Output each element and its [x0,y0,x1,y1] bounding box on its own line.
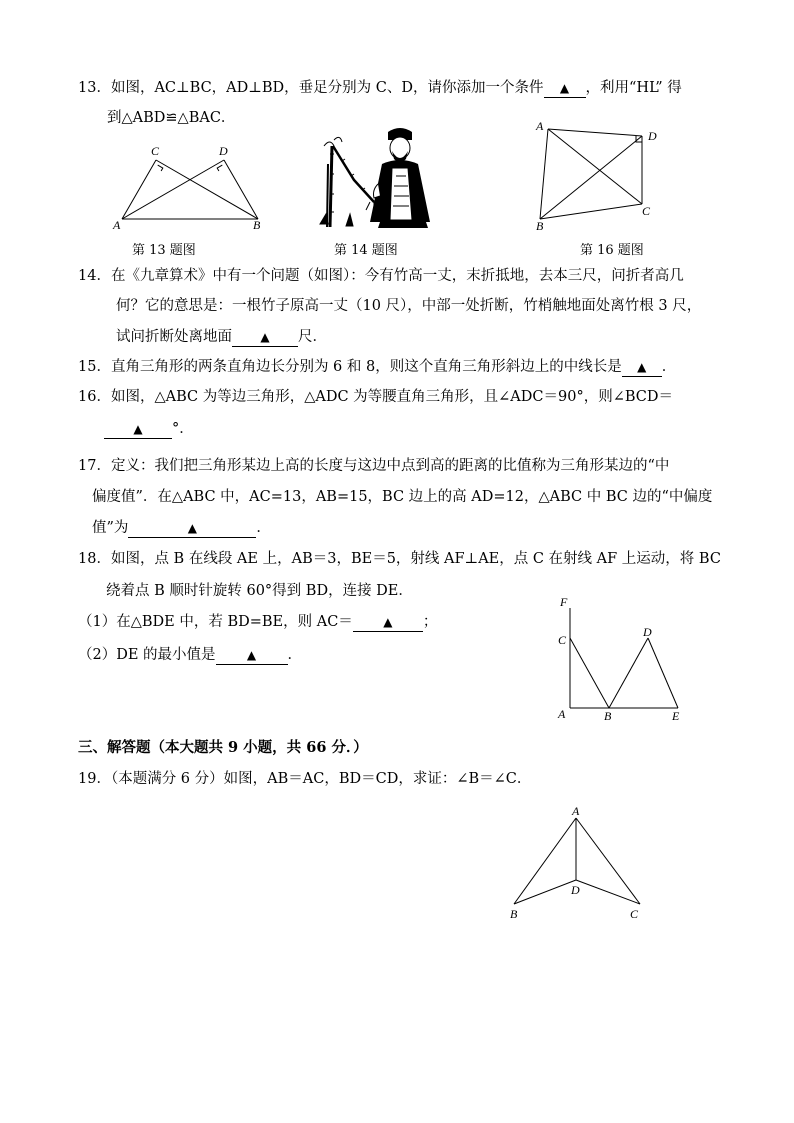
q14-text-b: 尺． [298,329,327,345]
fig13-label-b: B [253,218,261,232]
fig18-label-a: A [558,707,566,721]
q18-sub2-text: （2）DE 的最小值是 [78,647,216,663]
q18-line1: 18．如图，点 B 在线段 AE 上，AB＝3，BE＝5，射线 AF⊥AE，点 C 在射线 AF 上运动，将 BC [78,551,721,567]
fig16-label-c: C [642,204,651,218]
fig18-segment-cb [570,638,609,708]
q14-line2: 何？它的意思是：一根竹子原高一丈（10 尺），中部一处折断，竹梢触地面处离竹根 3 尺， [116,298,702,314]
q18-line2: 绕着点 B 顺时针旋转 60°得到 BD，连接 DE． [106,583,413,599]
q17-text-b: ． [256,520,271,536]
fig18-label-c: C [558,633,567,647]
q18-sub1 [78,612,437,632]
fig18-label-e: E [672,709,680,723]
q17-line2: 偏度值”．在△ABC 中，AC=13，AB=15，BC 边上的高 AD=12，△ABC 中 BC 边的“中偏度 [92,489,713,505]
q18-sub2-tail: ． [287,647,303,663]
q13-line2: 到△ABD≌△BAC． [107,110,236,126]
fig13-segment-db [224,160,258,219]
q16-answer-blank[interactable]: ▲ [104,420,172,439]
q18-sub1-text: （1）在△BDE 中，若 BD=BE，则 AC＝ [78,614,353,630]
q14-answer-blank[interactable]: ▲ [232,328,298,347]
q17-line3 [92,518,271,538]
q18-sub1-tail: ； [422,614,438,630]
fig18-segment-de [648,638,678,708]
fig19-label-c: C [630,907,639,921]
fig13-segment-ac [122,160,156,219]
fig16-label-b: B [536,219,544,233]
q17-line1: 17．定义：我们把三角形某边上高的长度与这边中点到高的距离的比值称为三角形某边的“中 [78,458,670,474]
figure-13 [110,142,270,234]
fig13-label-a: A [113,218,121,232]
q13-line1 [78,78,682,98]
fig13-right-angle-d [217,165,222,171]
q16-tail: °． [172,421,194,437]
figure-19 [500,800,650,926]
fig16-segment-ac [548,129,642,204]
fig16-segment-ad [548,129,642,136]
fig18-label-f: F [560,595,568,609]
q17-answer-blank[interactable]: ▲ [128,519,256,538]
fig16-label-d: D [648,129,657,143]
fig13-label-c: C [151,144,160,158]
fig16-segment-ab [540,129,548,219]
q14-text-a: 试问折断处离地面 [116,329,232,345]
q18-sub1-answer-blank[interactable]: ▲ [353,613,423,632]
q15-tail: ． [661,359,677,375]
q13-text-a: 13．如图，AC⊥BC，AD⊥BD，垂足分别为 C、D，请你添加一个条件 [78,80,544,96]
fig18-segment-bd [609,638,648,708]
q14-line3 [116,327,327,347]
figure-18 [552,592,692,724]
q17-text-a: 值”为 [92,520,129,536]
fig13-segment-cb [156,160,258,219]
q13-answer-blank[interactable]: ▲ [544,79,586,98]
fig19-label-d: D [571,883,580,897]
caption-fig14: 第 14 题图 [334,243,398,258]
fig13-label-d: D [219,144,228,158]
fig19-label-a: A [572,804,580,818]
q16-line1: 16．如图，△ABC 为等边三角形，△ADC 为等腰直角三角形，且∠ADC＝90°，则∠BCD＝ [78,389,673,405]
fig18-label-b: B [604,709,612,723]
fig19-segment-ac [576,818,640,904]
q15-line [78,357,676,377]
q18-sub2 [78,645,302,665]
fig19-label-b: B [510,907,518,921]
scholar-figure-icon [370,128,430,228]
q15-answer-blank[interactable]: ▲ [622,358,662,377]
fig13-right-angle-c [158,165,163,171]
q16-line2 [104,419,194,439]
fig19-segment-ab [514,818,576,904]
q18-sub2-answer-blank[interactable]: ▲ [216,646,288,665]
caption-fig16: 第 16 题图 [580,243,644,258]
q15-text: 15．直角三角形的两条直角边长分别为 6 和 8，则这个直角三角形斜边上的中线长是 [78,359,622,375]
fig19-segment-bd [514,880,576,904]
figure-14-illustration [318,124,434,232]
q19-line: 19．（本题满分 6 分）如图，AB＝AC，BD＝CD，求证：∠B＝∠C． [78,771,532,787]
figure-16 [530,118,670,234]
fig16-label-a: A [536,119,544,133]
fig13-segment-ad [122,160,224,219]
q13-text-b: ，利用“HL” 得 [585,80,682,96]
fig18-label-d: D [643,625,652,639]
fig19-segment-cd [576,880,640,904]
section-3-heading: 三、解答题（本大题共 9 小题，共 66 分．） [78,739,368,756]
q14-line1: 14．在《九章算术》中有一个问题（如图）：今有竹高一丈，末折抵地，去本三尺，问折者高几 [78,268,684,284]
caption-fig13: 第 13 题图 [132,243,196,258]
